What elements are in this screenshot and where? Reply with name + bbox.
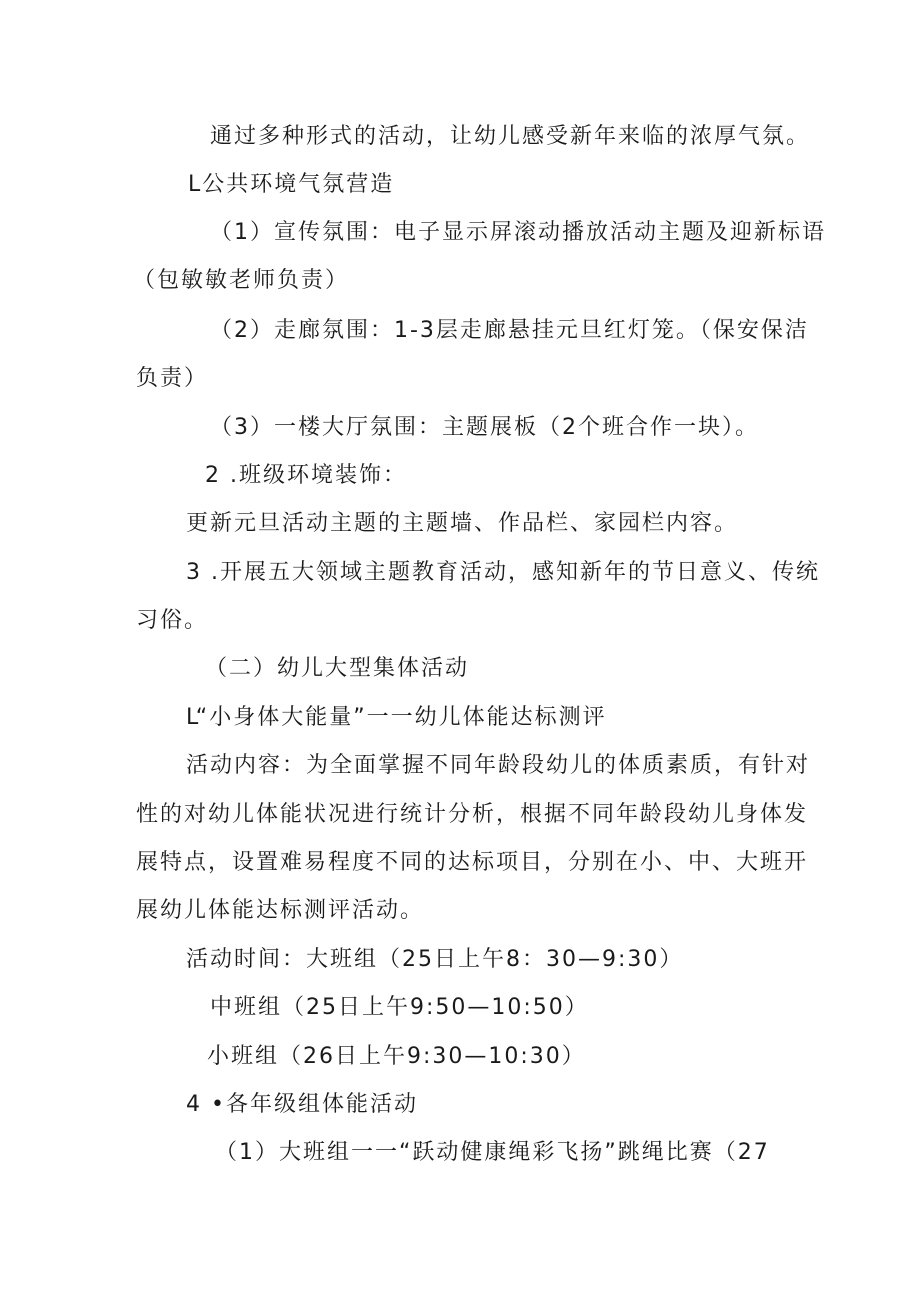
- paragraph-line: 更新元旦活动主题的主题墙、作品栏、家园栏内容。: [186, 511, 739, 536]
- paragraph-line: 活动内容：为全面掌握不同年龄段幼儿的体质素质，有针对: [186, 753, 811, 778]
- paragraph-line: 小班组（26日上午9:30—10:30）: [207, 1044, 586, 1069]
- paragraph-line: （1）大班组一一“跃动健康绳彩飞扬”跳绳比赛（27: [215, 1140, 770, 1165]
- paragraph-line: 通过多种形式的活动，让幼儿感受新年来临的浓厚气氛。: [210, 124, 811, 149]
- paragraph-line: 展特点，设置难易程度不同的达标项目，分别在小、中、大班开: [136, 850, 809, 875]
- paragraph-line: 负责）: [136, 366, 209, 391]
- paragraph-line: 性的对幼儿体能状况进行统计分析，根据不同年龄段幼儿身体发: [136, 802, 809, 827]
- section-heading: L“小身体大能量”一一幼儿体能达标测评: [186, 705, 607, 730]
- paragraph-line: （1）宣传氛围：电子显示屏滚动播放活动主题及迎新标语: [210, 220, 826, 245]
- paragraph-line: 3 .开展五大领域主题教育活动，感知新年的节日意义、传统: [186, 560, 820, 585]
- section-heading: L公共环境气氛营造: [188, 172, 395, 197]
- paragraph-line: 活动时间：大班组（25日上午8：30—9:30）: [186, 947, 684, 972]
- paragraph-line: 习俗。: [136, 608, 209, 633]
- paragraph-line: 展幼儿体能达标测评活动。: [136, 898, 425, 923]
- paragraph-line: （2）走廊氛围：1-3层走廊悬挂元旦红灯笼。（保安保洁: [210, 318, 809, 343]
- paragraph-line: 中班组（25日上午9:50—10:50）: [210, 995, 589, 1020]
- section-heading: 4 •各年级组体能活动: [186, 1092, 418, 1117]
- paragraph-line: （3）一楼大厅氛围：主题展板（2个班合作一块）。: [210, 415, 759, 440]
- section-heading: （二）幼儿大型集体活动: [205, 656, 470, 681]
- section-heading: 2 .班级环境装饰：: [205, 463, 407, 488]
- paragraph-line: （包敏敏老师负责）: [133, 268, 350, 293]
